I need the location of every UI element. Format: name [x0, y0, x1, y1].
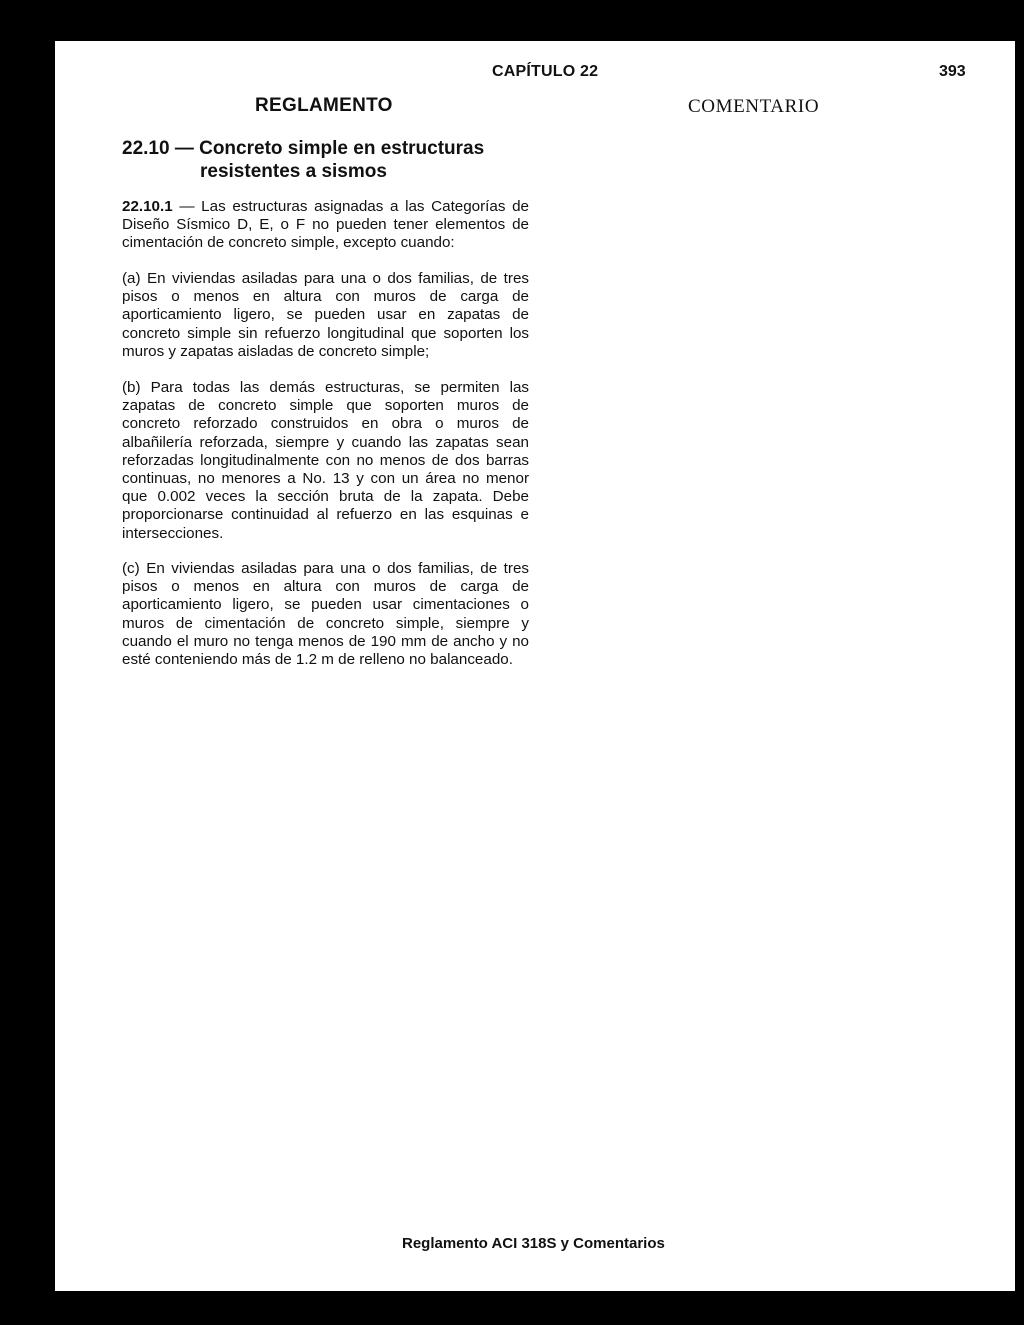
list-item-c: (c) En viviendas asiladas para una o dos familias, de tres pisos o menos en altura con muros de carga de aporticamiento ligero, se pueden usar cimentaciones o muros de cimentación de concreto simple, siempre y cuando el muro no tenga menos de 190 mm de ancho y no esté conteniendo más de 1.2 m de relleno no balanceado.: [122, 560, 529, 669]
page-number: 393: [939, 63, 966, 80]
page-footer: Reglamento ACI 318S y Comentarios: [402, 1235, 665, 1252]
intro-paragraph: [122, 198, 529, 253]
intro-text: — Las estructuras asignadas a las Categorías de Diseño Sísmico D, E, o F no pueden tener elementos de cimentación de concreto simple, excepto cuando:: [122, 198, 529, 252]
column-title-comentario: COMENTARIO: [688, 96, 820, 117]
column-title-reglamento: REGLAMENTO: [255, 95, 393, 116]
section-number: 22.10: [122, 138, 170, 159]
section-title-line1: — Concreto simple en estructuras: [174, 138, 485, 159]
clause-number: 22.10.1: [122, 198, 173, 215]
section-heading: [122, 137, 542, 183]
list-item-b: (b) Para todas las demás estructuras, se permiten las zapatas de concreto simple que soporten muros de concreto reforzado construidos en obra o muros de albañilería reforzada, siempre y cuando las zapatas sean reforzadas longitudinalmente con no menos de dos barras continuas, no menores a No. 13 y con un área no menor que 0.002 veces la sección bruta de la zapata. Debe proporcionarse continuidad al refuerzo en las esquinas e intersecciones.: [122, 379, 529, 542]
section-title-line2: resistentes a sismos: [200, 161, 387, 182]
list-item-a: (a) En viviendas asiladas para una o dos familias, de tres pisos o menos en altura con muros de carga de aporticamiento ligero, se pueden usar en zapatas de concreto simple sin refuerzo longitudinal que soporten los muros y zapatas aisladas de concreto simple;: [122, 270, 529, 360]
chapter-header: CAPÍTULO 22: [492, 63, 599, 80]
